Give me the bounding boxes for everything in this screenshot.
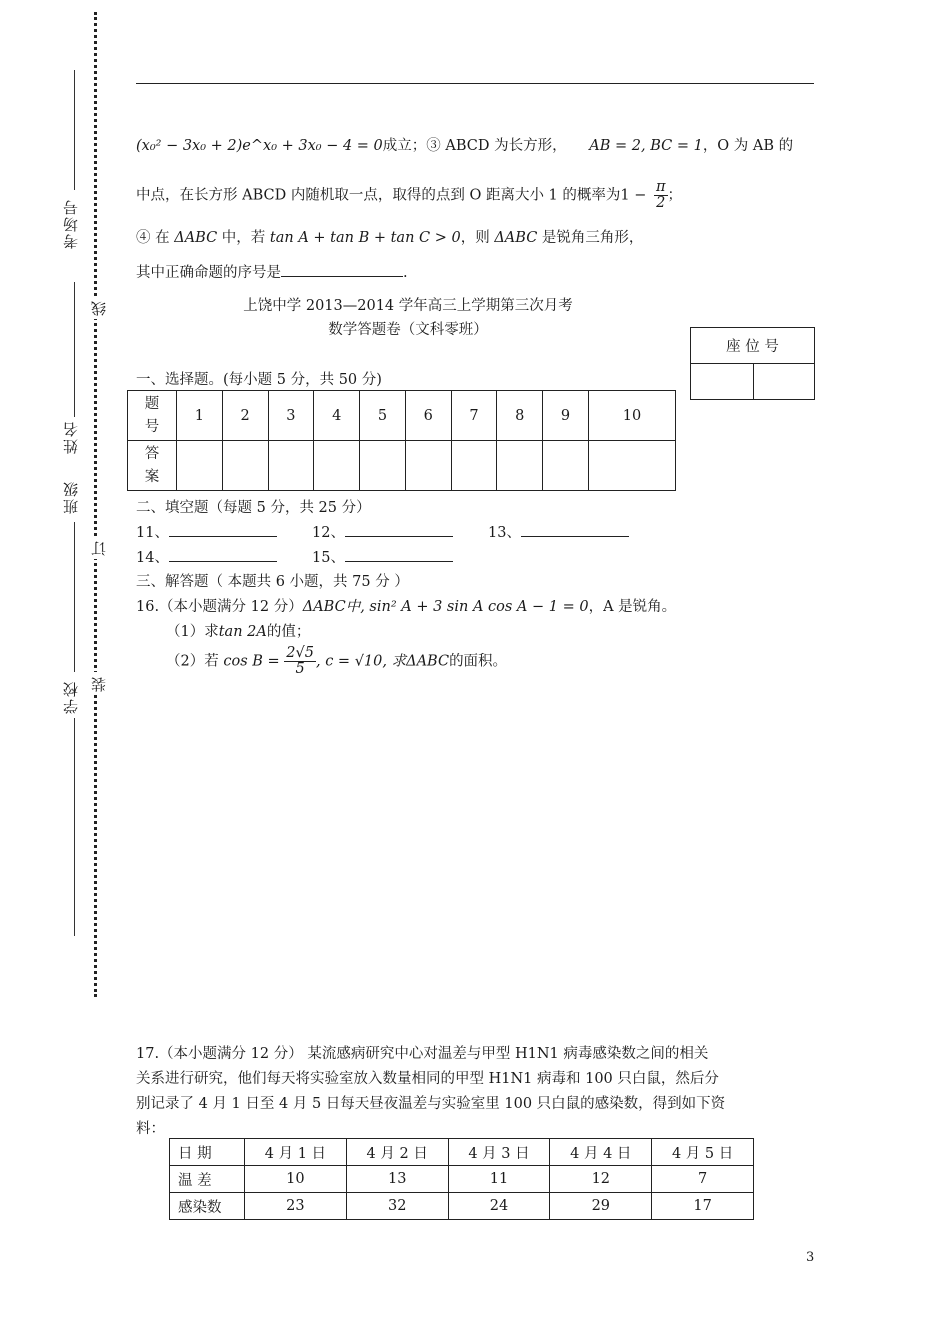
seat-number-cell[interactable] [754,364,815,400]
section-2-title: 二、填空题（每题 5 分，共 25 分） [136,500,371,516]
formula: ΔABC [174,230,218,246]
question-number: 5 [360,391,406,441]
text: ，O 为 AB 的 [702,138,794,154]
date-cell: 4 月 4 日 [550,1139,652,1166]
answer-cell[interactable] [314,441,360,491]
answer-cell[interactable] [268,441,314,491]
question-16-part-1: （1）求tan 2A的值； [166,624,311,640]
row-header: 题 号 [128,391,177,441]
formula: (x₀² − 3x₀ + 2)e^x₀ + 3x₀ − 4 = 0 [136,138,383,154]
text: 中点，在长方形 ABCD 内随机取一点，取得的点到 O 距离大小 1 的概率为1 − [136,187,647,204]
question-number: 1 [177,391,223,441]
seat-number-box [690,327,815,400]
choice-answer-table [127,390,676,491]
temp-cell: 10 [245,1166,347,1193]
school-label: 学校 [62,680,80,714]
carryover-line-4 [136,261,408,282]
answer-cell[interactable] [497,441,543,491]
date-cell: 4 月 5 日 [652,1139,754,1166]
answer-cell[interactable] [543,441,589,491]
carryover-line-3 [136,226,643,247]
question-number: 6 [405,391,451,441]
q17-line: 别记录了 4 月 1 日至 4 月 5 日每天昼夜温差与实验室里 100 只白鼠的感染数，得到如下资 [136,1096,726,1112]
text: 中，若 [221,230,266,246]
answer-cell[interactable] [360,441,406,491]
margin-rule [74,718,75,936]
seat-number-label: 座 位 号 [691,328,815,364]
question-17 [136,1042,816,1142]
page-number: 3 [806,1250,815,1265]
q17-line: 料： [136,1121,165,1137]
row-header: 温 差 [170,1166,245,1193]
infection-cell: 17 [652,1193,754,1220]
seal-dotted-line [94,12,97,997]
exam-subtitle: 数学答题卷（文科零班） [328,322,488,338]
answer-blank[interactable] [169,522,277,537]
question-number: 9 [543,391,589,441]
formula: AB = 2, BC = 1 [589,138,703,154]
table-row [128,391,676,441]
q17-line: 17.（本小题满分 12 分） 某流感病研究中心对温差与甲型 H1N1 病毒感染数之间的相关 [136,1046,709,1062]
formula: cos B = [223,653,280,670]
seal-label-mount: 装 [88,672,109,695]
answer-blank[interactable] [169,547,277,562]
seal-label-line: 线 [88,296,109,319]
blank-item-11: 11、 [136,521,277,542]
answer-blank[interactable] [345,522,453,537]
exam-title: 上饶中学 2013—2014 学年高三上学期第三次月考 [243,298,573,314]
carryover-line-2 [136,180,682,211]
header-rule [136,83,814,84]
question-number: 3 [268,391,314,441]
answer-cell[interactable] [588,441,675,491]
text: ，则 [460,230,490,246]
blank-item-13: 13、 [488,521,629,542]
seat-number-cell[interactable] [691,364,754,400]
infection-cell: 29 [550,1193,652,1220]
row-header: 日 期 [170,1139,245,1166]
temp-cell: 7 [652,1166,754,1193]
section-1-title: 一、选择题。(每小题 5 分，共 50 分) [136,372,382,388]
numerator: π [655,179,666,195]
table-row [128,441,676,491]
table-row [170,1166,754,1193]
blank-item-15: 15、 [312,546,453,567]
formula: , c = √10, 求ΔABC [315,653,450,670]
answer-cell[interactable] [222,441,268,491]
fraction [284,646,316,677]
temp-cell: 11 [448,1166,550,1193]
text: ； [667,187,683,204]
text: 其中正确命题的序号是 [136,265,281,281]
blank-item-14: 14、 [136,546,277,567]
infection-cell: 24 [448,1193,550,1220]
blank-item-12: 12、 [312,521,453,542]
answer-blank[interactable] [521,522,629,537]
q17-line: 关系进行研究，他们每天将实验室放入数量相同的甲型 H1N1 病毒和 100 只白鼠，然后分 [136,1071,719,1087]
numerator: 2√5 [286,645,314,661]
row-header: 答 案 [128,441,177,491]
question-number: 4 [314,391,360,441]
question-number: 2 [222,391,268,441]
text: 成立；③ ABCD 为长方形， [382,138,567,154]
formula: tan 2A [218,624,267,640]
question-16: 16.（本小题满分 12 分）ΔABC中, sin² A + 3 sin A cos A − 1 = 0，A 是锐角。 [136,599,677,615]
section-3-title: 三、解答题（ 本题共 6 小题，共 75 分 ） [136,574,409,590]
infection-data-table [169,1138,754,1220]
question-16-part-2: （2）若 cos B = $\frac{2√5}{5}$ , c = √10, 求ΔABC的面积。 [166,645,508,678]
text: 是锐角三角形， [541,230,644,246]
text: ④ 在 [136,230,170,246]
margin-rule [74,522,75,672]
denominator: 2 [656,195,666,212]
answer-cell[interactable] [405,441,451,491]
formula: ΔABC中, sin² A + 3 sin A cos A − 1 = 0 [302,599,589,615]
margin-rule [74,70,75,190]
answer-cell[interactable] [451,441,497,491]
fraction [654,180,668,211]
table-row [170,1139,754,1166]
margin-rule [74,282,75,417]
temp-cell: 12 [550,1166,652,1193]
table-row [170,1193,754,1220]
seal-label-bind: 订 [88,536,109,559]
text: . [403,265,408,281]
carryover-line-1 [136,134,793,155]
infection-cell: 23 [245,1193,347,1220]
date-cell: 4 月 2 日 [346,1139,448,1166]
name-label: 姓名 [62,420,80,454]
infection-cell: 32 [346,1193,448,1220]
date-cell: 4 月 1 日 [245,1139,347,1166]
temp-cell: 13 [346,1166,448,1193]
class-label: 班级 [62,480,80,514]
question-number: 8 [497,391,543,441]
row-header: 感染数 [170,1193,245,1220]
answer-blank[interactable] [345,547,453,562]
denominator: 5 [295,661,305,678]
date-cell: 4 月 3 日 [448,1139,550,1166]
exam-room-label: 考场号 [62,198,80,249]
question-number: 10 [588,391,675,441]
formula: tan A + tan B + tan C > 0 [269,230,461,246]
question-number: 7 [451,391,497,441]
carryover-text [136,128,816,288]
answer-cell[interactable] [177,441,223,491]
formula: ΔABC [494,230,538,246]
answer-blank[interactable] [281,262,403,277]
